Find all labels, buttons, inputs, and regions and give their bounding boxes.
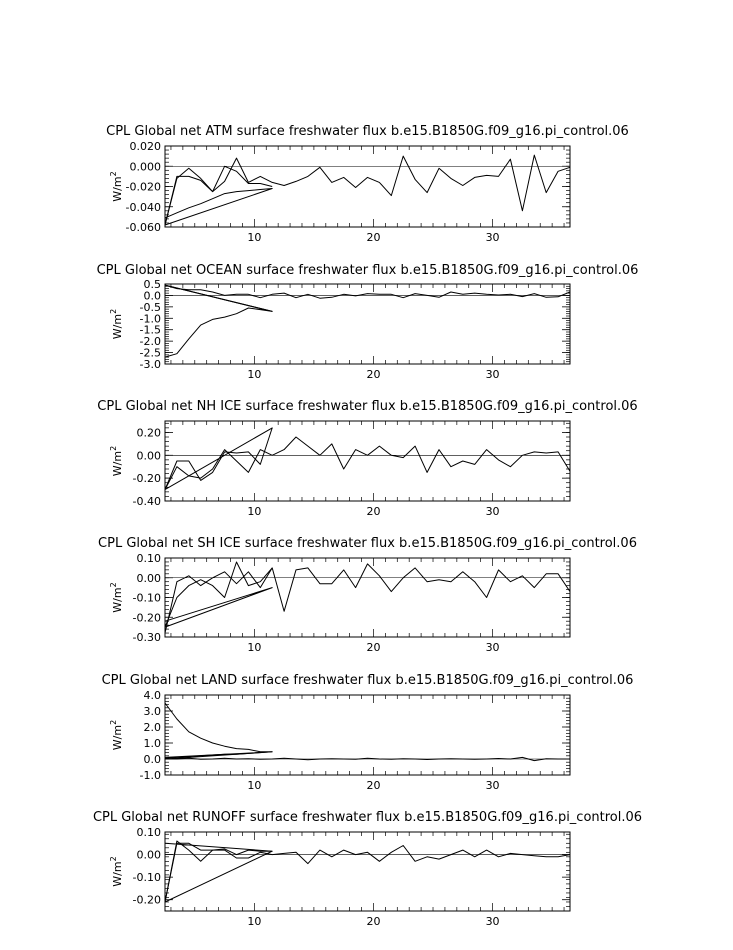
y-tick-label: -2.0 [139, 335, 161, 349]
series-line [165, 843, 272, 902]
plot-frame [165, 832, 570, 911]
series-line [165, 285, 272, 311]
y-tick-label: -0.060 [125, 221, 161, 234]
x-tick-label: 20 [366, 505, 381, 518]
y-tick-label: -2.5 [139, 346, 161, 360]
y-tick-label: 4.0 [143, 689, 161, 702]
y-tick-label: 0.10 [136, 552, 161, 565]
y-tick-label: -0.10 [132, 591, 161, 605]
y-tick-label: -1.0 [139, 312, 161, 326]
x-tick-label: 30 [485, 641, 500, 654]
y-tick-label: 0.10 [136, 826, 161, 839]
x-tick-label: 10 [247, 231, 262, 244]
chart-panel [97, 399, 637, 518]
y-axis-label: $W/m^2$ [109, 171, 124, 202]
y-tick-label: -0.20 [132, 893, 161, 907]
series-line [165, 428, 570, 490]
chart-title: CPL Global net OCEAN surface freshwater flux b.e15.B1850G.f09_g16.pi_control.06 [96, 263, 639, 278]
x-tick-label: 30 [485, 915, 500, 928]
series-line [165, 752, 272, 758]
x-tick-label: 20 [366, 231, 381, 244]
y-tick-label: -0.10 [132, 871, 161, 885]
x-tick-label: 30 [485, 505, 500, 518]
chart-panel [97, 263, 639, 381]
x-tick-label: 20 [366, 641, 381, 654]
y-tick-label: 0.00 [136, 571, 161, 585]
y-tick-label: 2.0 [143, 721, 161, 734]
chart-title: CPL Global net SH ICE surface freshwater flux b.e15.B1850G.f09_g16.pi_control.06 [98, 536, 637, 551]
x-tick-label: 20 [366, 368, 381, 381]
y-axis-label: $W/m^2$ [109, 445, 124, 477]
y-tick-label: 0.00 [136, 449, 161, 463]
chart-title: CPL Global net ATM surface freshwater flux b.e15.B1850G.f09_g16.pi_control.06 [106, 124, 629, 139]
y-tick-label: -0.20 [132, 611, 161, 625]
chart-title: CPL Global net NH ICE surface freshwater flux b.e15.B1850G.f09_g16.pi_control.06 [97, 399, 638, 414]
y-axis-label: $W/m^2$ [109, 308, 124, 340]
y-tick-label: -3.0 [139, 358, 161, 371]
y-axis-label: $W/m^2$ [109, 856, 124, 887]
x-tick-label: 10 [247, 368, 262, 381]
x-tick-label: 20 [366, 779, 381, 792]
series-line [165, 841, 570, 902]
y-tick-label: 0.020 [129, 140, 161, 153]
chart-panel [102, 673, 634, 792]
y-axis-label: $W/m^2$ [109, 719, 124, 751]
y-tick-label: 0.0 [143, 753, 161, 766]
y-tick-label: -0.5 [139, 300, 161, 314]
x-tick-label: 20 [366, 915, 381, 928]
x-tick-label: 30 [485, 779, 500, 792]
y-tick-label: -0.20 [132, 472, 161, 486]
chart-panel [98, 536, 637, 654]
y-tick-label: -0.020 [125, 180, 161, 194]
plot-frame [165, 421, 570, 501]
y-tick-label: 0.20 [136, 426, 161, 440]
y-tick-label: -0.040 [125, 200, 161, 214]
y-tick-label: 0.5 [143, 278, 161, 291]
y-tick-label: -1.0 [139, 769, 161, 782]
chart-panel [93, 810, 642, 928]
x-tick-label: 10 [247, 779, 262, 792]
series-line [165, 562, 570, 627]
plot-frame [165, 146, 570, 227]
plot-frame [165, 558, 570, 637]
x-tick-label: 10 [247, 505, 262, 518]
chart-panel [106, 124, 629, 244]
y-axis-label: $W/m^2$ [109, 582, 124, 613]
x-tick-label: 10 [247, 915, 262, 928]
x-tick-label: 10 [247, 641, 262, 654]
y-tick-label: 0.00 [136, 848, 161, 862]
series-line [165, 285, 570, 357]
y-tick-label: -1.5 [139, 323, 161, 337]
chart-title: CPL Global net RUNOFF surface freshwater flux b.e15.B1850G.f09_g16.pi_control.06 [92, 810, 643, 825]
x-tick-label: 30 [485, 368, 500, 381]
series-line [165, 155, 570, 225]
y-tick-label: 3.0 [143, 705, 161, 718]
plot-frame [165, 695, 570, 775]
y-tick-label: -0.40 [132, 495, 161, 508]
chart-title: CPL Global net LAND surface freshwater flux b.e15.B1850G.f09_g16.pi_control.06 [101, 673, 634, 688]
y-tick-label: 0.000 [129, 160, 161, 174]
y-tick-label: 0.0 [143, 289, 161, 303]
y-tick-label: -0.30 [132, 631, 161, 644]
x-tick-label: 30 [485, 231, 500, 244]
plot-frame [165, 284, 570, 364]
series-line [165, 703, 570, 761]
y-tick-label: 1.0 [143, 737, 161, 750]
